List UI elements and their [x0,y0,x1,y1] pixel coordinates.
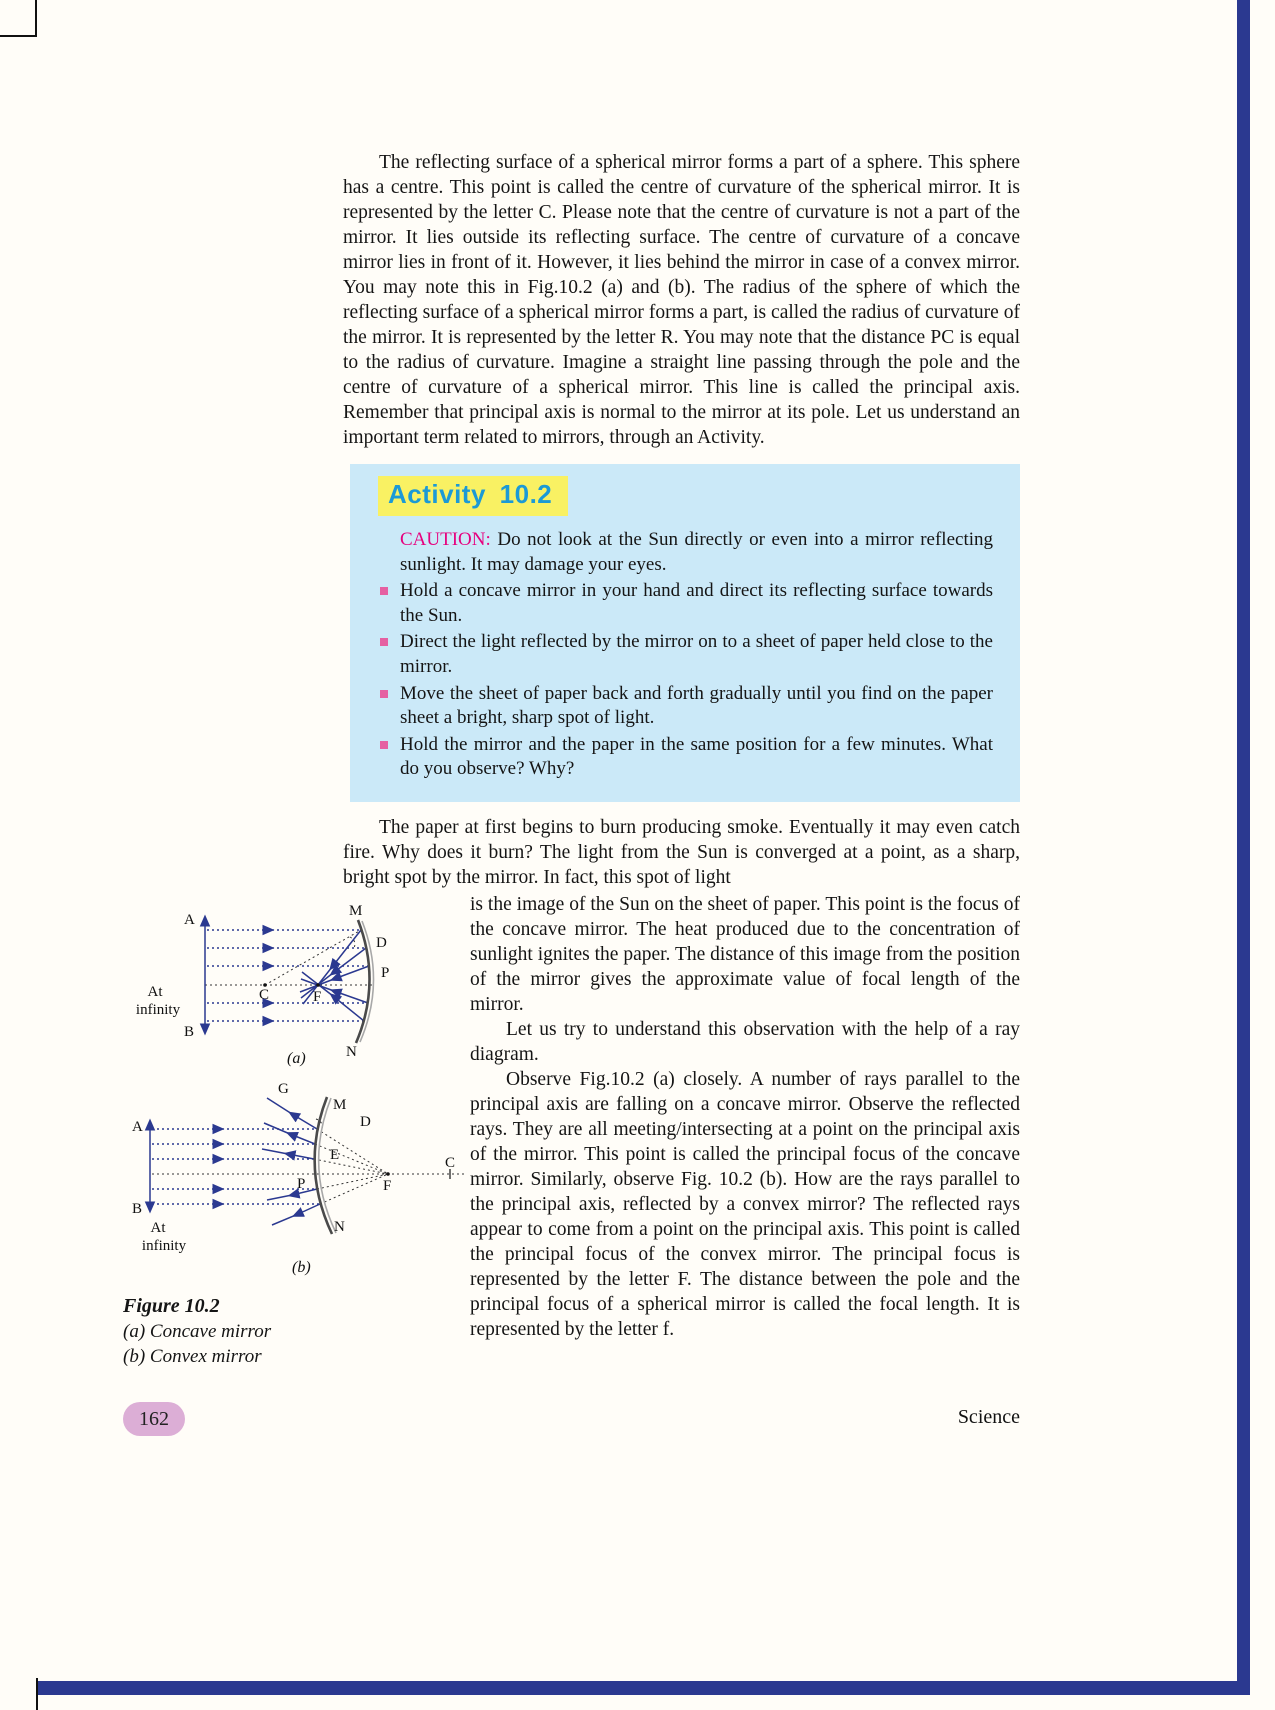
activity-caution [378,528,993,577]
incident-rays [152,1129,320,1204]
ray-diagram-paragraph: Let us try to understand this observation with the help of a ray diagram. [470,1018,1020,1065]
label-B: B [184,1023,195,1040]
activity-box [350,464,1020,802]
at-infinity-label: At [150,1219,166,1236]
label-A: A [184,911,195,928]
book-title-footer: Science [957,1406,1020,1428]
page-edge-bar-bottom [37,1681,1250,1695]
activity-steps [378,579,993,782]
concave-mirror-ray-diagram [120,895,470,1067]
convex-mirror-arc [315,1097,332,1234]
convex-mirror-ray-diagram [120,1079,470,1277]
figure-and-text-section [123,892,1020,1369]
at-infinity-label: infinity [135,1001,181,1018]
at-infinity-label: At [147,983,163,1000]
figure-caption-b: (b) Convex mirror [123,1345,262,1367]
figure-caption-a: (a) Concave mirror [123,1320,272,1342]
virtual-ray-extensions [314,1129,388,1204]
burn-paragraph-lead: The paper at first begins to burn producing smoke. Eventually it may even catch fire. Why does it burn? The light from the Sun is converged at a point, as a sharp, bright spot by the mirror. In fact, this spot of light [343,816,1020,888]
figure-caption [120,1293,470,1369]
label-N: N [334,1218,345,1235]
caution-text: Do not look at the Sun directly or even into a mirror reflecting sunlight. It may damage your eyes. [400,529,994,575]
label-A: A [132,1118,143,1135]
page-edge-bar-right [1237,0,1250,1695]
label-E: E [330,1146,340,1163]
activity-step: Move the sheet of paper back and forth gradually until you find on the paper sheet a bright, sharp spot of light. [378,682,993,731]
corner-crop-mark-bottom-left [36,1678,38,1710]
caution-label: CAUTION: [400,529,491,550]
label-B: B [132,1200,143,1217]
corner-crop-mark-top-left [0,0,37,37]
label-N: N [346,1043,357,1060]
activity-step: Hold the mirror and the paper in the same position for a few minutes. What do you observe? Why? [378,733,993,782]
activity-title: Activity 10.2 [388,479,553,509]
diagram-a-sublabel: (a) [287,1049,306,1067]
activity-step: Hold a concave mirror in your hand and direct its reflecting surface towards the Sun. [378,579,993,628]
label-P: P [297,1175,306,1192]
main-text-column [123,150,1020,1369]
diagram-b-sublabel: (b) [292,1258,311,1276]
label-D: D [360,1113,371,1130]
intro-paragraph: The reflecting surface of a spherical mirror forms a part of a sphere. This sphere has a centre. This point is called the centre of curvature of the spherical mirror. It is represented by the letter C. Please note that the centre of curvature is not a part of the mirror. It lies outside its reflecting surface. The centre of curvature of a concave mirror lies in front of it. However, it lies behind the mirror in case of a convex mirror. You may note this in Fig.10.2 (a) and (b). The radius of the sphere of which the reflecting surface of a spherical mirror forms a part, is called the radius of curvature of the mirror. It is represented by the letter R. You may note that the distance PC is equal to the radius of curvature. Imagine a straight line passing through the pole and the centre of curvature of a spherical mirror. This line is called the principal axis. Remember that principal axis is normal to the mirror at its pole. Let us understand an important term related to mirrors, through an Activity. [343,152,1020,448]
label-C: C [445,1154,456,1171]
page-number-badge: 162 [123,1402,185,1436]
figure-caption-title: Figure 10.2 [123,1294,220,1317]
focus-point [386,1172,390,1176]
figure-10-2 [120,895,470,1369]
activity-title-highlight [378,476,568,516]
label-F: F [383,1177,392,1194]
normal-line [265,930,361,985]
observe-paragraph: Observe Fig.10.2 (a) closely. A number of rays parallel to the principal axis are falling on a concave mirror. Observe the reflected rays. They are all meeting/intersecting at a point on the principal axis of the mirror. This point is called the principal focus of the concave mirror. Similarly, observe Fig. 10.2 (b). How are the rays parallel to the principal axis, reflected by a convex mirror? The reflected rays appear to come from a point on the principal axis. This point is called the principal focus of the convex mirror. The principal focus is represented by the letter F. The distance between the pole and the principal focus of a spherical mirror is called the focal length. It is represented by the letter f. [470,1068,1020,1340]
at-infinity-label: infinity [141,1237,187,1254]
label-M: M [333,1096,347,1113]
burn-paragraph-rest: is the image of the Sun on the sheet of paper. This point is the focus of the concave mirror. The heat produced due to the concentration of sunlight ignites the paper. The distance of this image from the position of the mirror gives the approximate value of focal length of the mirror. [470,893,1020,1015]
focus-point [316,983,320,987]
label-M: M [349,902,363,919]
activity-step: Direct the light reflected by the mirror on to a sheet of paper held close to the mirror. [378,630,993,679]
reflected-rays [300,930,369,1021]
reflected-rays [262,1098,320,1225]
label-G: G [278,1080,289,1097]
label-P: P [381,964,390,981]
label-D: D [376,934,387,951]
label-F: F [313,988,322,1005]
label-C: C [259,986,270,1003]
